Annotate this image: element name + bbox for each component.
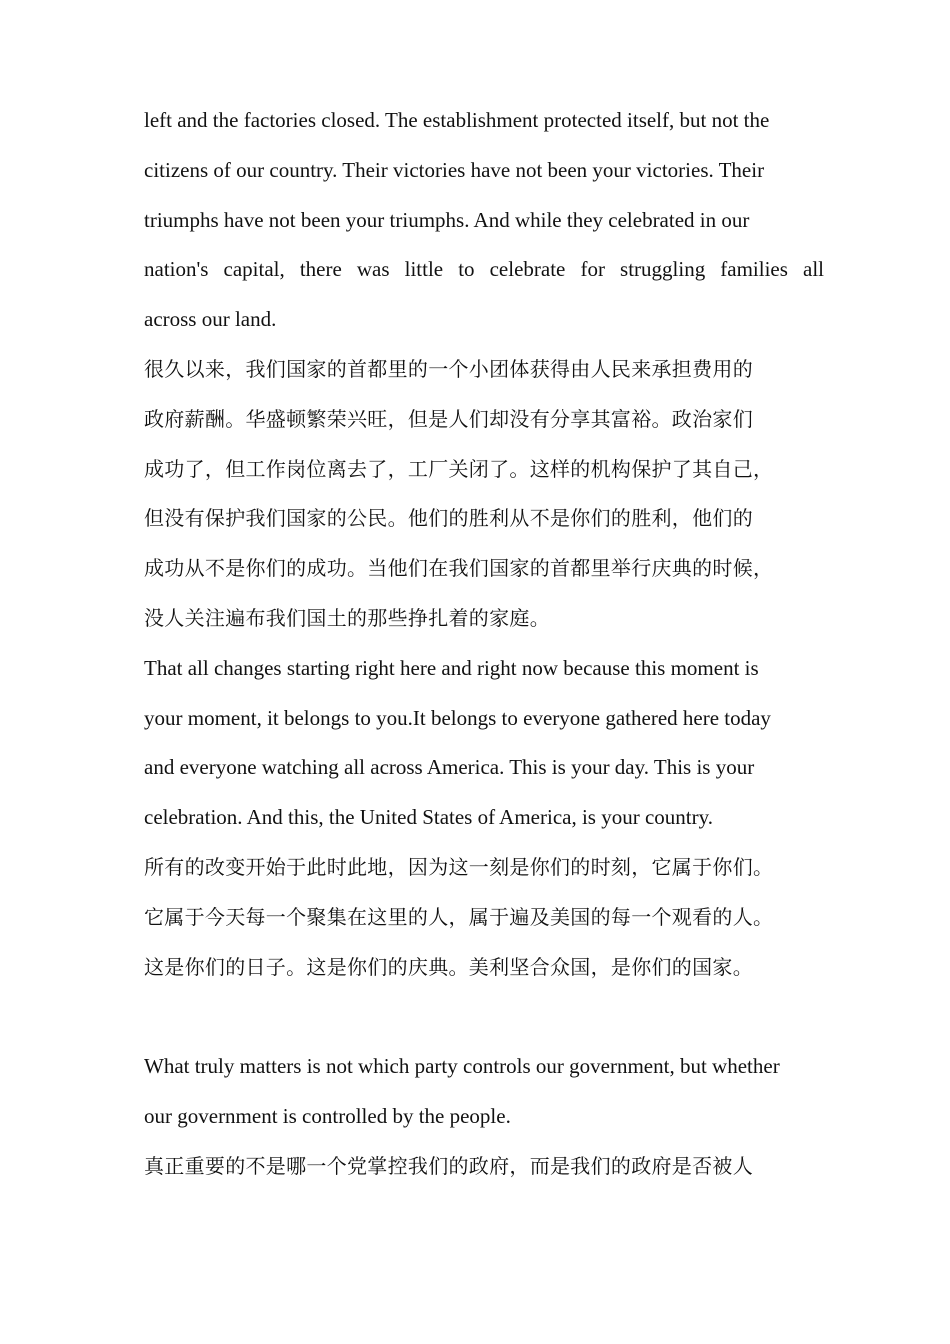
text-line: celebration. And this, the United States of America, is your country. — [144, 805, 714, 830]
text-line: 成功了，但工作岗位离去了，工厂关闭了。这样的机构保护了其自己， — [144, 456, 774, 481]
text-line: What truly matters is not which party controls our government, but whether — [144, 1054, 780, 1079]
text-line: 真正重要的不是哪一个党掌控我们的政府，而是我们的政府是否被人 — [144, 1153, 753, 1178]
text-line: 没人关注遍布我们国土的那些挣扎着的家庭。 — [144, 605, 550, 630]
text-line: across our land. — [144, 307, 277, 332]
paragraph-zh-3 — [144, 1142, 824, 1192]
text-line: 所有的改变开始于此时此地，因为这一刻是你们的时刻，它属于你们。 — [144, 854, 774, 879]
text-line: That all changes starting right here and right now because this moment is — [144, 655, 759, 680]
text-line: your moment, it belongs to you.It belongs to everyone gathered here today — [144, 705, 771, 730]
text-line: triumphs have not been your triumphs. And while they celebrated in our — [144, 207, 750, 232]
document-body — [144, 96, 824, 1192]
text-line: citizens of our country. Their victories have not been your victories. Their — [144, 157, 765, 182]
text-line: 这是你们的日子。这是你们的庆典。美利坚合众国，是你们的国家。 — [144, 954, 753, 979]
text-line: left and the factories closed. The establishment protected itself, but not the — [144, 108, 770, 132]
paragraph-en-1 — [144, 96, 824, 345]
text-line: our government is controlled by the people. — [144, 1103, 511, 1128]
paragraph-zh-2 — [144, 843, 824, 992]
text-line: nation's capital, there was little to celebrate for struggling families all — [144, 257, 824, 282]
paragraph-en-3 — [144, 1042, 824, 1142]
text-line: 政府薪酬。华盛顿繁荣兴旺，但是人们却没有分享其富裕。政治家们 — [144, 406, 753, 431]
paragraph-en-2 — [144, 644, 824, 843]
text-line: 但没有保护我们国家的公民。他们的胜利从不是你们的胜利，他们的 — [144, 506, 753, 531]
paragraph-zh-1 — [144, 345, 824, 644]
text-line: 很久以来，我们国家的首都里的一个小团体获得由人民来承担费用的 — [144, 356, 753, 381]
text-line: 它属于今天每一个聚集在这里的人，属于遍及美国的每一个观看的人。 — [144, 904, 774, 929]
text-line: 成功从不是你们的成功。当他们在我们国家的首都里举行庆典的时候， — [144, 556, 774, 581]
text-line: and everyone watching all across America. This is your day. This is your — [144, 755, 755, 780]
blank-line — [144, 992, 824, 1042]
